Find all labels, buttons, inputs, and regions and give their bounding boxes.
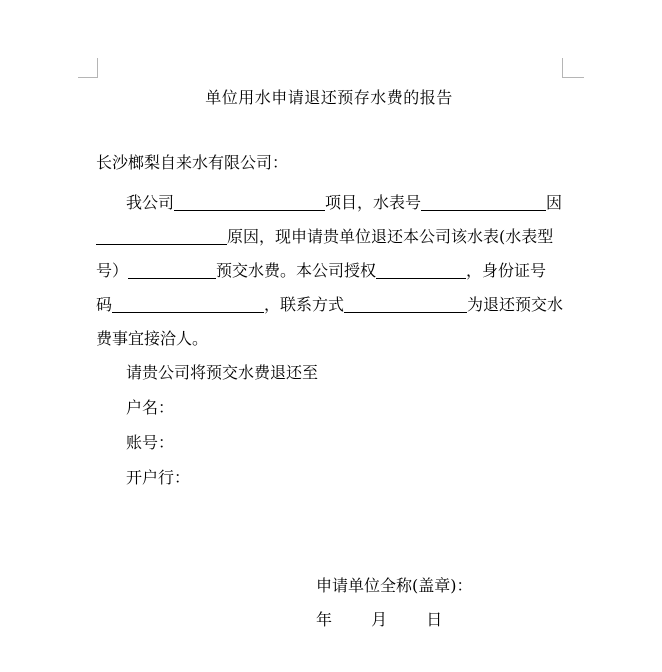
body-text-segment: ，身份证号 xyxy=(466,261,547,280)
account-name-label: 户名： xyxy=(126,398,175,417)
date-day-label: 日 xyxy=(426,610,443,629)
fill-in-blank xyxy=(421,210,546,211)
body-text-segment: 预交水费。本公司授权 xyxy=(216,261,377,280)
fill-in-blank xyxy=(128,278,216,279)
body-text-segment: 项目，水表号 xyxy=(325,193,422,212)
body-text-segment: 原因，现申请贵单位退还本公司该水表(水表型 xyxy=(227,227,554,246)
fill-in-blank xyxy=(112,312,264,313)
account-number-label: 账号： xyxy=(126,433,175,452)
body-line xyxy=(96,254,562,288)
text-boundary-mark-top-left xyxy=(78,58,98,78)
document-title: 单位用水申请退还预存水费的报告 xyxy=(205,88,453,107)
fill-in-blank xyxy=(376,278,466,279)
date-year-label: 年 xyxy=(316,610,333,629)
body-text-segment: ，联系方式 xyxy=(264,295,345,314)
refund-destination-intro: 请贵公司将预交水费退还至 xyxy=(126,363,319,382)
document-content xyxy=(96,77,562,637)
body-line xyxy=(96,288,562,322)
body-text-segment: 码 xyxy=(96,295,113,314)
body-line xyxy=(96,186,562,220)
body-paragraph xyxy=(96,186,562,356)
body-line xyxy=(96,220,562,254)
date-month-label: 月 xyxy=(371,610,388,629)
body-text-segment: 因 xyxy=(546,193,563,212)
date-line xyxy=(96,603,562,637)
applicant-unit-seal-label: 申请单位全称(盖章)： xyxy=(316,576,473,595)
body-line xyxy=(96,322,562,356)
text-boundary-mark-top-right xyxy=(562,58,584,78)
body-text-segment: 我公司 xyxy=(126,193,175,212)
fill-in-blank xyxy=(344,312,467,313)
fill-in-blank xyxy=(174,210,325,211)
body-text-segment: 号） xyxy=(96,261,129,280)
bank-branch-label: 开户行： xyxy=(126,468,191,487)
salutation-line: 长沙榔梨自来水有限公司： xyxy=(96,153,289,172)
fill-in-blank xyxy=(96,244,227,245)
body-text-segment: 为退还预交水 xyxy=(467,295,564,314)
body-text-segment: 费事宜接洽人。 xyxy=(96,329,209,348)
